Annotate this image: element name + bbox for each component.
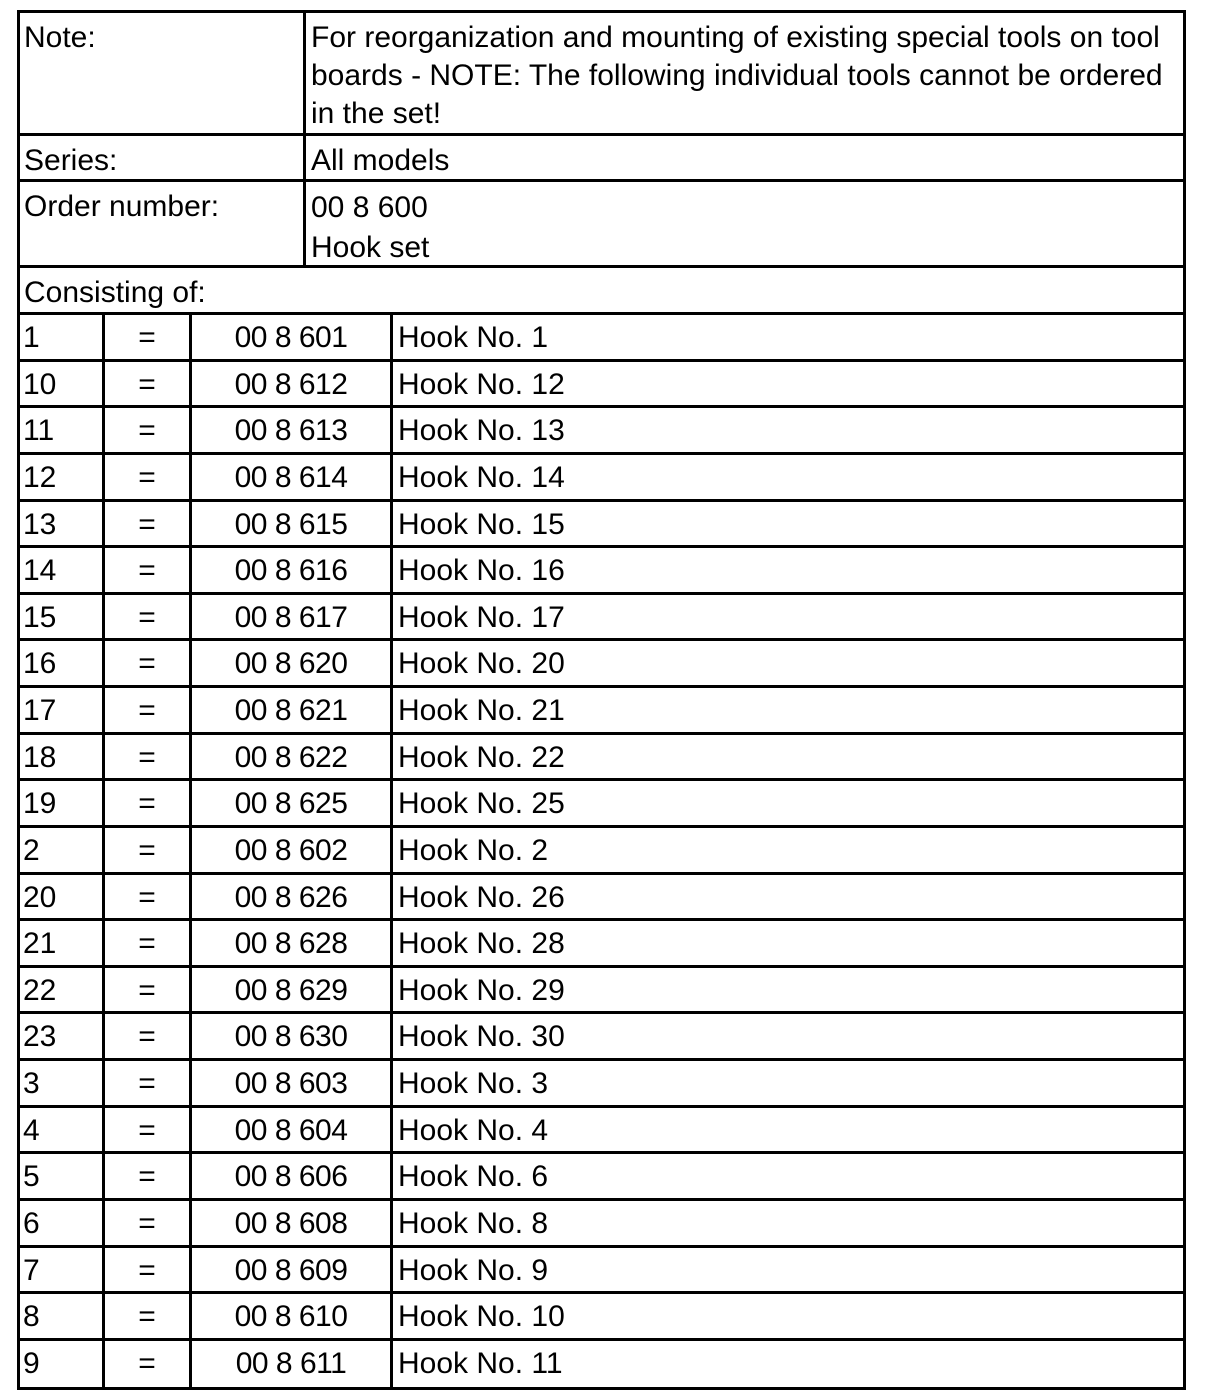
item-description: Hook No. 29 — [398, 973, 565, 1007]
item-position: 10 — [20, 362, 105, 406]
table-row — [20, 875, 1183, 922]
item-equals: = — [105, 1108, 192, 1152]
item-position: 22 — [20, 968, 105, 1012]
item-equals: = — [105, 828, 192, 872]
table-row — [20, 408, 1183, 455]
table-row — [20, 595, 1183, 642]
item-order-number: 00 8 621 — [192, 688, 393, 732]
item-position: 4 — [20, 1108, 105, 1152]
item-order-number: 00 8 622 — [192, 735, 393, 779]
item-description: Hook No. 1 — [398, 321, 549, 354]
item-position: 7 — [20, 1248, 105, 1292]
table-row — [20, 781, 1183, 828]
item-position: 19 — [20, 781, 105, 825]
item-description: Hook No. 2 — [398, 833, 549, 867]
item-position: 3 — [20, 1061, 105, 1105]
item-description: Hook No. 30 — [398, 1020, 565, 1054]
order-value — [306, 182, 1183, 265]
order-name: Hook set — [311, 231, 430, 264]
item-equals: = — [105, 735, 192, 779]
item-equals: = — [105, 641, 192, 685]
item-description: Hook No. 3 — [398, 1067, 549, 1100]
item-order-number: 00 8 610 — [192, 1294, 393, 1338]
item-position: 12 — [20, 455, 105, 499]
item-description: Hook No. 12 — [398, 367, 565, 401]
items-list — [20, 315, 1183, 1387]
table-row — [20, 735, 1183, 782]
table-row — [20, 1248, 1183, 1295]
item-equals: = — [105, 548, 192, 592]
item-position: 14 — [20, 548, 105, 592]
table-row — [20, 921, 1183, 968]
table-row — [20, 968, 1183, 1015]
table-row — [20, 502, 1183, 549]
table-row — [20, 1108, 1183, 1155]
item-equals: = — [105, 921, 192, 965]
item-description: Hook No. 25 — [398, 787, 565, 821]
item-position: 6 — [20, 1201, 105, 1245]
table-row — [20, 548, 1183, 595]
item-order-number: 00 8 625 — [192, 781, 393, 825]
item-equals: = — [105, 1154, 192, 1198]
item-equals: = — [105, 1248, 192, 1292]
item-position: 2 — [20, 828, 105, 872]
item-description: Hook No. 14 — [398, 460, 565, 494]
table-row — [20, 688, 1183, 735]
item-order-number: 00 8 603 — [192, 1061, 393, 1105]
table-row — [20, 1201, 1183, 1248]
table-row — [20, 1014, 1183, 1061]
item-description: Hook No. 9 — [398, 1253, 549, 1287]
item-order-number: 00 8 606 — [192, 1154, 393, 1198]
item-equals: = — [105, 315, 192, 359]
item-equals: = — [105, 781, 192, 825]
item-order-number: 00 8 601 — [192, 315, 393, 359]
tool-set-table — [17, 10, 1186, 1390]
note-label: Note: — [20, 13, 306, 133]
item-equals: = — [105, 1014, 192, 1058]
item-order-number: 00 8 616 — [192, 548, 393, 592]
table-row — [20, 1061, 1183, 1108]
item-order-number: 00 8 604 — [192, 1108, 393, 1152]
item-order-number: 00 8 626 — [192, 875, 393, 919]
item-position: 18 — [20, 735, 105, 779]
item-order-number: 00 8 630 — [192, 1014, 393, 1058]
table-row — [20, 641, 1183, 688]
item-order-number: 00 8 615 — [192, 502, 393, 546]
item-description: Hook No. 17 — [398, 600, 565, 634]
table-row — [20, 315, 1183, 362]
table-row — [20, 828, 1183, 875]
item-equals: = — [105, 968, 192, 1012]
item-equals: = — [105, 875, 192, 919]
item-position: 8 — [20, 1294, 105, 1338]
item-equals: = — [105, 1061, 192, 1105]
item-position: 20 — [20, 875, 105, 919]
item-order-number: 00 8 614 — [192, 455, 393, 499]
item-description: Hook No. 15 — [398, 507, 565, 541]
item-position: 9 — [20, 1341, 105, 1388]
item-equals: = — [105, 1341, 192, 1388]
item-description: Hook No. 6 — [398, 1160, 549, 1194]
consisting-of-label: Consisting of: — [20, 268, 1183, 315]
item-position: 1 — [20, 315, 105, 359]
item-order-number: 00 8 602 — [192, 828, 393, 872]
item-equals: = — [105, 595, 192, 639]
item-equals: = — [105, 455, 192, 499]
item-position: 13 — [20, 502, 105, 546]
item-order-number: 00 8 611 — [192, 1341, 393, 1388]
item-order-number: 00 8 609 — [192, 1248, 393, 1292]
series-value: All models — [311, 144, 450, 177]
item-position: 21 — [20, 921, 105, 965]
item-equals: = — [105, 1294, 192, 1338]
item-order-number: 00 8 620 — [192, 641, 393, 685]
series-label: Series: — [20, 136, 306, 179]
item-position: 15 — [20, 595, 105, 639]
item-equals: = — [105, 362, 192, 406]
table-row — [20, 362, 1183, 409]
note-value: For reorganization and mounting of existing special tools on tool boards - NOTE: The following individual tools cannot be ordered in the set! — [311, 21, 1163, 130]
item-position: 5 — [20, 1154, 105, 1198]
table-row — [20, 1294, 1183, 1341]
item-description: Hook No. 22 — [398, 740, 565, 774]
item-description: Hook No. 26 — [398, 880, 565, 914]
item-description: Hook No. 10 — [398, 1300, 565, 1334]
item-position: 23 — [20, 1014, 105, 1058]
order-number: 00 8 600 — [311, 191, 428, 224]
item-equals: = — [105, 502, 192, 546]
item-order-number: 00 8 617 — [192, 595, 393, 639]
item-description: Hook No. 21 — [398, 694, 565, 727]
item-position: 11 — [20, 408, 105, 452]
item-position: 17 — [20, 688, 105, 732]
item-equals: = — [105, 408, 192, 452]
item-description: Hook No. 20 — [398, 647, 565, 681]
order-row — [20, 182, 1183, 268]
table-row — [20, 455, 1183, 502]
item-order-number: 00 8 613 — [192, 408, 393, 452]
table-row — [20, 1341, 1183, 1388]
item-position: 16 — [20, 641, 105, 685]
table-row — [20, 1154, 1183, 1201]
item-description: Hook No. 28 — [398, 927, 565, 961]
item-equals: = — [105, 1201, 192, 1245]
item-description: Hook No. 13 — [398, 414, 565, 448]
item-order-number: 00 8 608 — [192, 1201, 393, 1245]
item-description: Hook No. 11 — [398, 1346, 563, 1380]
note-row — [20, 13, 1183, 136]
series-row — [20, 136, 1183, 182]
item-equals: = — [105, 688, 192, 732]
item-description: Hook No. 16 — [398, 554, 565, 588]
order-label: Order number: — [20, 182, 306, 265]
item-description: Hook No. 4 — [398, 1113, 549, 1147]
item-description: Hook No. 8 — [398, 1206, 549, 1240]
item-order-number: 00 8 612 — [192, 362, 393, 406]
item-order-number: 00 8 628 — [192, 921, 393, 965]
item-order-number: 00 8 629 — [192, 968, 393, 1012]
